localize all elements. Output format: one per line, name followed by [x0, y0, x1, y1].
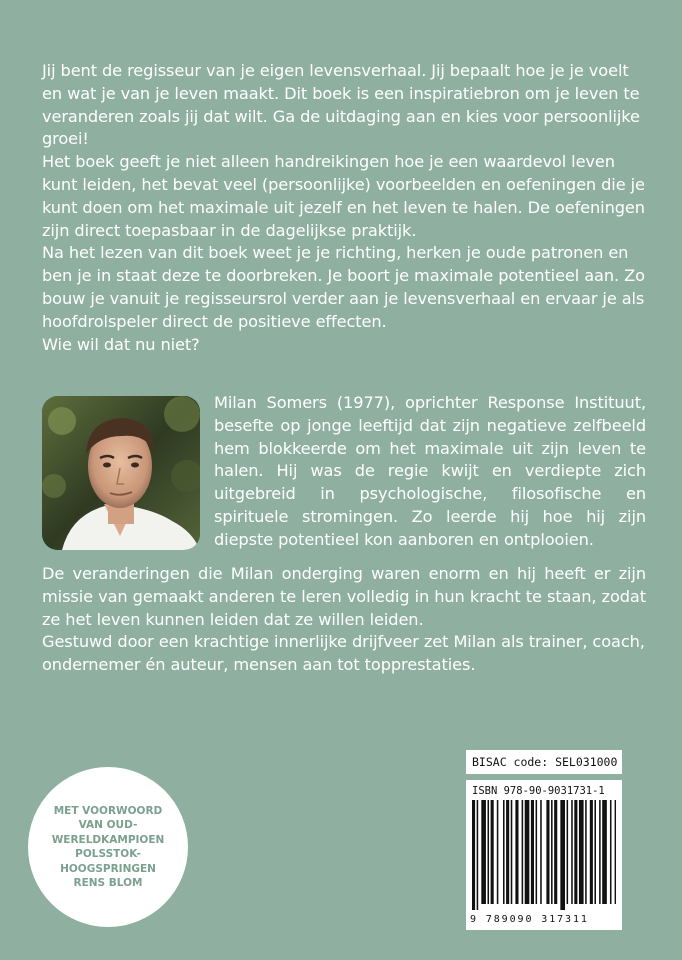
bio-paragraph: Gestuwd door een krachtige innerlijke drijfveer zet Milan als trainer, coach, ondernemer én auteur, mensen aan tot topprestaties.	[42, 632, 645, 675]
barcode-bar	[515, 800, 518, 904]
barcode-bar	[599, 800, 601, 904]
barcode-bar	[610, 800, 612, 904]
barcode-bar	[567, 800, 569, 904]
barcode-bar	[615, 800, 616, 904]
blurb-paragraph: Het boek geeft je niet alleen handreikingen hoe je een waardevol leven kunt leiden, het bevat veel (persoonlijke) voorbeelden en oefeningen die je kunt doen om het maximale uit jezelf en het leven te halen. De oefeningen zijn direct toepasbaar in de dagelijkse praktijk.	[42, 152, 645, 240]
bisac-code-label: BISAC code: SEL031000	[466, 750, 622, 774]
barcode-bar	[585, 800, 587, 904]
author-portrait-image	[42, 396, 200, 550]
barcode-bars	[472, 800, 616, 910]
barcode-bar	[571, 800, 573, 904]
barcode-bar	[472, 800, 475, 910]
barcode-bar	[497, 800, 499, 904]
author-photo	[42, 396, 200, 550]
barcode-bar	[540, 800, 542, 904]
barcode-bar	[481, 800, 486, 904]
foreword-badge	[28, 767, 188, 927]
isbn-barcode	[466, 780, 622, 930]
foreword-badge-text: MET VOORWOORD VAN OUD- WERELDKAMPIOEN POLSSTOK- HOOGSPRINGEN RENS BLOM	[51, 804, 165, 889]
bio-paragraph: De veranderingen die Milan onderging waren enorm en hij heeft er zijn missie van gemaakt anderen te leren volledig in hun kracht te staan, zodat ze het leven kunnen leiden dat ze willen leiden.	[42, 564, 646, 629]
barcode-bar	[602, 800, 607, 904]
barcode-bar	[536, 800, 538, 904]
barcode-bar	[477, 800, 479, 910]
blurb-paragraph: Na het lezen van dit boek weet je je richting, herken je oude patronen en ben je in staat deze te doorbreken. Je boort je maximale potentieel aan. Zo bouw je vanuit je regisseursrol verder aan je levensverhaal en ervaar je als hoofdrolspeler direct de positieve effecten.	[42, 243, 645, 331]
barcode-bar	[525, 800, 530, 904]
author-bio-intro: Milan Somers (1977), oprichter Response Instituut, besefte op jonge leeftijd dat zijn negatieve zelfbeeld hem blokkeerde om het maximale uit zijn leven te halen. Hij was de regie kwijt en verdiepte zich uitgebreid in psychologische, filosofische en spirituele stromingen. Zo leerde hij hoe hij zijn diepste potentieel kon aanboren en ontplooien.	[214, 393, 646, 549]
barcode-bar	[506, 800, 509, 904]
barcode-bar	[590, 800, 593, 904]
barcode-bar	[488, 800, 490, 904]
barcode-bar	[511, 800, 513, 904]
barcode-bar	[531, 800, 534, 904]
isbn-label: ISBN 978-90-9031731-1	[472, 785, 605, 797]
barcode-bar	[554, 800, 557, 904]
barcode-bar	[546, 800, 549, 904]
barcode-digits: 9 789090 317311	[470, 914, 589, 925]
barcode-bar	[551, 800, 553, 904]
blurb-paragraph: Jij bent de regisseur van je eigen levensverhaal. Jij bepaalt hoe je je voelt en wat je van je leven maakt. Dit boek is een inspiratiebron om je leven te veranderen zoals jij dat wilt. Ga de uitdaging aan en kies voor persoonlijke groei!	[42, 61, 640, 149]
barcode-bar	[594, 800, 596, 904]
barcode-bar	[579, 800, 584, 904]
barcode-bar	[560, 800, 565, 910]
author-bio-continued	[42, 563, 646, 677]
blurb-paragraph: Wie wil dat nu niet?	[42, 334, 200, 354]
barcode-bar	[491, 800, 494, 904]
barcode-bar	[522, 800, 524, 904]
barcode-bar	[503, 800, 505, 904]
barcode-bar	[574, 800, 577, 904]
back-cover-blurb	[42, 60, 646, 356]
